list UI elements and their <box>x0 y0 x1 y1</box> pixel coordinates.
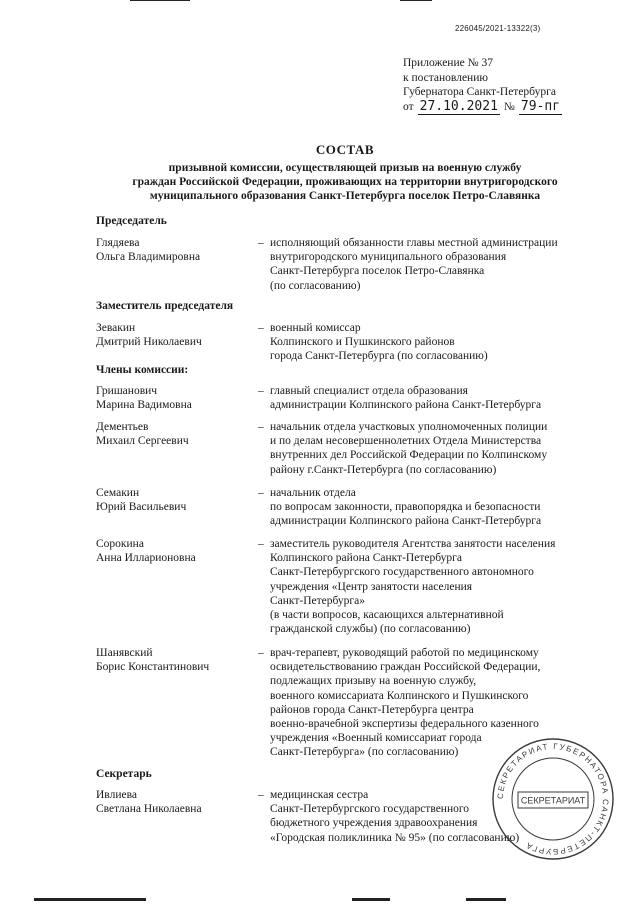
dash-separator: – <box>258 322 264 334</box>
surname: Глядяева <box>96 237 140 249</box>
description-line: освидетельствованию граждан Российской Федерации, <box>270 661 541 674</box>
description-line: главный специалист отдела образования <box>270 385 468 397</box>
stamp-center-text: СЕКРЕТАРИАТ <box>520 795 586 806</box>
description-line: Санкт-Петербурга» (по согласованию) <box>270 746 459 759</box>
description-line: медицинская сестра <box>270 789 369 801</box>
section-heading-members: Члены комиссии: <box>96 364 189 376</box>
position-description <box>270 420 610 477</box>
scan-artifact-line <box>400 0 432 1</box>
person-name <box>96 486 256 514</box>
appendix-date: 27.10.2021 <box>419 98 498 114</box>
description-line: Санкт-Петербурга поселок Петро-Славянка <box>270 265 485 278</box>
description-line: администрации Колпинского района Санкт-Петербурга <box>270 399 542 412</box>
description-line: районов города Санкт-Петербурга центра <box>270 703 474 716</box>
person-name <box>96 321 256 349</box>
dash-separator: – <box>258 789 264 801</box>
dash-separator: – <box>258 421 264 433</box>
given-names: Дмитрий Николаевич <box>96 336 202 349</box>
description-line: города Санкт-Петербурга (по согласованию) <box>270 350 488 363</box>
position-description <box>270 486 610 529</box>
description-line: внутригородского муниципального образования <box>270 251 507 264</box>
title-subtitle-line: призывной комиссии, осуществляющей призыв на военную службу <box>168 162 522 174</box>
appendix-number-sign: № <box>503 100 515 113</box>
description-line: начальник отдела <box>270 487 356 499</box>
person-name <box>96 788 256 816</box>
dash-separator: – <box>258 538 264 550</box>
description-line: врач-терапевт, руководящий работой по медицинскому <box>270 647 539 659</box>
description-line: (по согласованию) <box>270 279 361 292</box>
description-line: Санкт-Петербургского государственного <box>270 803 470 816</box>
given-names: Борис Константинович <box>96 661 210 674</box>
appendix-line: к постановлению <box>403 71 488 84</box>
position-description <box>270 236 610 293</box>
given-names: Анна Илларионовна <box>96 552 196 565</box>
description-line: бюджетного учреждения здравоохранения <box>270 817 478 830</box>
description-line: Санкт-Петербургского государственного автономного <box>270 566 534 579</box>
stamp-ring-text: СЕКРЕТАРИАТ ГУБЕРНАТОРА САНКТ-ПЕТЕРБУРГА <box>495 741 611 857</box>
surname: Шанявский <box>96 647 153 659</box>
section-heading-chair: Председатель <box>96 215 167 227</box>
description-line: военно-врачебной экспертизы федерального казенного <box>270 718 539 731</box>
dash-separator: – <box>258 385 264 397</box>
position-description <box>270 537 610 636</box>
appendix-line: Приложение № 37 <box>403 57 493 69</box>
dash-separator: – <box>258 237 264 249</box>
section-heading-secretary: Секретарь <box>96 768 152 780</box>
description-line: Колпинского района Санкт-Петербурга <box>270 552 462 565</box>
given-names: Марина Вадимовна <box>96 399 192 412</box>
section-heading-deputy: Заместитель председателя <box>96 300 234 312</box>
description-line: администрации Колпинского района Санкт-Петербурга <box>270 515 542 528</box>
description-line: военного комиссариата Колпинского и Пушкинского <box>270 689 529 702</box>
description-line: и по делам несовершеннолетних Отдела Министерства <box>270 435 542 448</box>
description-line: Санкт-Петербурга» <box>270 594 365 607</box>
description-line: подлежащих призыву на военную службу, <box>270 675 477 688</box>
surname: Сорокина <box>96 538 144 550</box>
description-line: (в части вопросов, касающихся альтернативной <box>270 609 504 622</box>
surname: Зевакин <box>96 322 136 334</box>
description-line: учреждения «Центр занятости населения <box>270 580 473 593</box>
appendix-block <box>403 56 562 114</box>
description-line: заместитель руководителя Агентства занятости населения <box>270 538 556 550</box>
title-main: СОСТАВ <box>315 142 375 157</box>
person-name <box>96 236 256 264</box>
description-line: учреждения «Военный комиссариат города <box>270 732 482 745</box>
title-subtitle-line: муниципального образования Санкт-Петербурга поселок Петро-Славянка <box>149 190 541 202</box>
appendix-from-prefix: от <box>403 100 414 113</box>
description-line: начальник отдела участковых уполномоченных полиции <box>270 421 548 433</box>
description-line: военный комиссар <box>270 322 361 334</box>
description-line: району г.Санкт-Петербурга (по согласованию) <box>270 463 497 476</box>
document-title <box>60 142 630 203</box>
appendix-date-line <box>403 100 562 115</box>
scan-artifact-line <box>130 0 190 1</box>
scan-artifact-line <box>34 898 146 901</box>
person-name <box>96 384 256 412</box>
scan-artifact-line <box>466 898 506 901</box>
position-description <box>270 321 610 364</box>
person-name <box>96 537 256 565</box>
document-registration-number: 226045/2021-13322(3) <box>455 24 541 33</box>
surname: Гришанович <box>96 385 158 397</box>
appendix-number: 79-пг <box>520 98 561 114</box>
surname: Семакин <box>96 487 140 499</box>
description-line: Колпинского и Пушкинского районов <box>270 336 455 349</box>
official-stamp-seal <box>488 734 618 864</box>
person-name <box>96 646 256 674</box>
description-line: исполняющий обязанности главы местной администрации <box>270 237 558 249</box>
description-line: «Городская поликлиника № 95» (по согласованию) <box>270 831 520 844</box>
given-names: Светлана Николаевна <box>96 803 202 816</box>
surname: Ивлиева <box>96 789 137 801</box>
surname: Дементьев <box>96 421 149 433</box>
description-line: внутренних дел Российской Федерации по Колпинскому <box>270 449 548 462</box>
position-description <box>270 384 610 412</box>
dash-separator: – <box>258 487 264 499</box>
title-subtitle-line: граждан Российской Федерации, проживающих на территории внутригородского <box>132 176 558 188</box>
given-names: Юрий Васильевич <box>96 501 187 514</box>
scan-artifact-line <box>352 898 390 901</box>
given-names: Михаил Сергеевич <box>96 435 189 448</box>
given-names: Ольга Владимировна <box>96 251 201 264</box>
person-name <box>96 420 256 448</box>
dash-separator: – <box>258 647 264 659</box>
description-line: гражданской службы) (по согласованию) <box>270 623 471 636</box>
description-line: по вопросам законности, правопорядка и безопасности <box>270 501 541 514</box>
appendix-line: Губернатора Санкт-Петербурга <box>403 86 556 98</box>
